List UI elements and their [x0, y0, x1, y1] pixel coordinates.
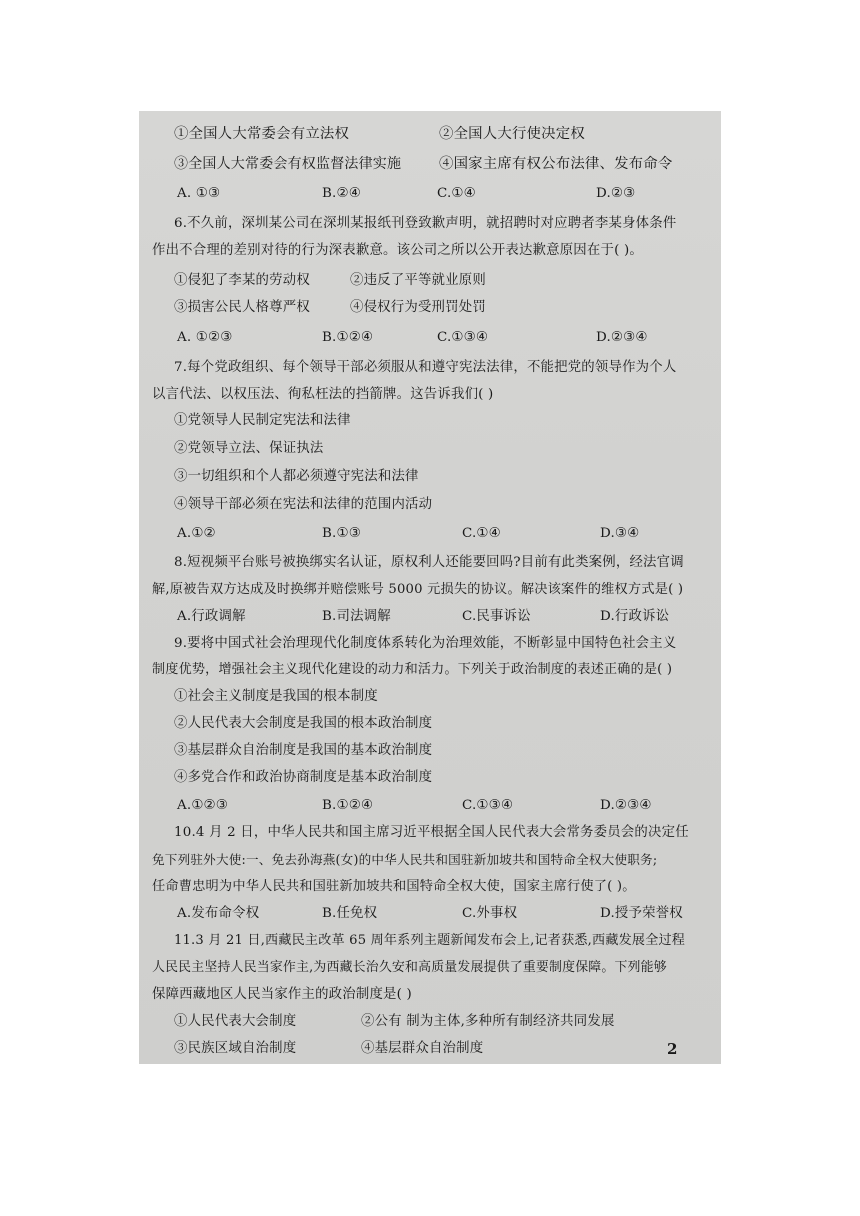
q11-stem-2: 人民民主坚持人民当家作主,为西藏长治久安和高质量发展提供了重要制度保障。下列能够 [152, 960, 667, 975]
q7-answer-b: B.①③ [322, 526, 361, 541]
page-number: 2 [667, 1040, 678, 1058]
q9-answer-a: A.①②③ [177, 798, 228, 813]
q6-option-1: ①侵犯了李某的劳动权 [174, 273, 310, 288]
q5-answer-a: A. ①③ [177, 186, 221, 201]
q8-answer-d: D.行政诉讼 [600, 609, 670, 624]
q6-answer-a: A. ①②③ [177, 330, 233, 345]
q10-answer-b: B.任免权 [322, 906, 378, 921]
q5-answer-d: D.②③ [596, 186, 636, 201]
q6-answer-c: C.①③④ [437, 330, 489, 345]
q7-option-3: ③一切组织和个人都必须遵守宪法和法律 [174, 469, 419, 484]
q10-stem-1: 10.4 月 2 日，中华人民共和国主席习近平根据全国人民代表大会常务委员会的决定任 [174, 825, 689, 840]
q5-answer-c: C.①④ [437, 186, 476, 201]
q11-stem-1: 11.3 月 21 日,西藏民主改革 65 周年系列主题新闻发布会上,记者获悉,西藏发展全过程 [174, 933, 686, 948]
q9-option-3: ③基层群众自治制度是我国的基本政治制度 [174, 743, 433, 758]
q9-answer-c: C.①③④ [462, 798, 514, 813]
q11-option-2: ②公有 制为主体,多种所有制经济共同发展 [361, 1014, 615, 1029]
q6-stem-2: 作出不合理的差别对待的行为深表歉意。该公司之所以公开表达歉意原因在于( )。 [152, 243, 643, 258]
q8-stem-2: 解,原被告双方达成及时换绑并赔偿账号 5000 元损失的协议。解决该案件的维权方式是( ) [152, 582, 684, 597]
q5-option-4: ④国家主席有权公布法律、发布命令 [439, 156, 673, 172]
q5-option-3: ③全国人大常委会有权监督法律实施 [174, 156, 402, 172]
q5-answer-b: B.②④ [322, 186, 361, 201]
q7-option-2: ②党领导立法、保证执法 [174, 441, 324, 456]
exam-page-photo [139, 111, 721, 1064]
q5-option-2: ②全国人大行使决定权 [439, 126, 585, 142]
q7-stem-1: 7.每个党政组织、每个领导干部必须服从和遵守宪法法律，不能把党的领导作为个人 [174, 360, 677, 375]
q7-answer-c: C.①④ [462, 526, 501, 541]
q8-stem-1: 8.短视频平台账号被换绑实名认证，原权利人还能要回吗?目前有此类案例，经法官调 [174, 555, 684, 570]
q9-stem-1: 9.要将中国式社会治理现代化制度体系转化为治理效能，不断彰显中国特色社会主义 [174, 636, 677, 651]
q9-answer-b: B.①②④ [322, 798, 374, 813]
q6-answer-b: B.①②④ [322, 330, 374, 345]
q10-stem-3: 任命曹忠明为中华人民共和国驻新加坡共和国特命全权大使，国家主席行使了( )。 [152, 879, 636, 894]
q6-option-3: ③损害公民人格尊严权 [174, 300, 310, 315]
q6-option-2: ②违反了平等就业原则 [350, 273, 486, 288]
q6-stem-1: 6.不久前，深圳某公司在深圳某报纸刊登致歉声明，就招聘时对应聘者李某身体条件 [174, 216, 677, 231]
q5-option-1: ①全国人大常委会有立法权 [174, 126, 350, 142]
q7-answer-a: A.①② [177, 526, 216, 541]
q9-answer-d: D.②③④ [600, 798, 652, 813]
q10-stem-2: 免下列驻外大使:一、免去孙海燕(女)的中华人民共和国驻新加坡共和国特命全权大使职务; [152, 852, 658, 867]
q11-option-3: ③民族区域自治制度 [174, 1041, 297, 1056]
q11-option-1: ①人民代表大会制度 [174, 1014, 297, 1029]
q9-option-4: ④多党合作和政治协商制度是基本政治制度 [174, 770, 433, 785]
q10-answer-c: C.外事权 [462, 906, 518, 921]
q10-answer-d: D.授予荣誉权 [600, 906, 683, 921]
q8-answer-c: C.民事诉讼 [462, 609, 531, 624]
q11-option-4: ④基层群众自治制度 [361, 1041, 484, 1056]
q7-option-1: ①党领导人民制定宪法和法律 [174, 413, 351, 428]
q9-stem-2: 制度优势，增强社会主义现代化建设的动力和活力。下列关于政治制度的表述正确的是( ) [152, 662, 673, 677]
q6-option-4: ④侵权行为受刑罚处罚 [350, 300, 486, 315]
q8-answer-a: A.行政调解 [177, 609, 246, 624]
q7-answer-d: D.③④ [600, 526, 640, 541]
q7-option-4: ④领导干部必须在宪法和法律的范围内活动 [174, 497, 433, 512]
q8-answer-b: B.司法调解 [322, 609, 391, 624]
q7-stem-2: 以言代法、以权压法、徇私枉法的挡箭牌。这告诉我们( ) [152, 387, 494, 402]
q11-stem-3: 保障西藏地区人民当家作主的政治制度是( ) [152, 987, 412, 1002]
q10-answer-a: A.发布命令权 [177, 906, 260, 921]
q9-option-2: ②人民代表大会制度是我国的根本政治制度 [174, 716, 433, 731]
q9-option-1: ①社会主义制度是我国的根本制度 [174, 689, 378, 704]
q6-answer-d: D.②③④ [596, 330, 648, 345]
